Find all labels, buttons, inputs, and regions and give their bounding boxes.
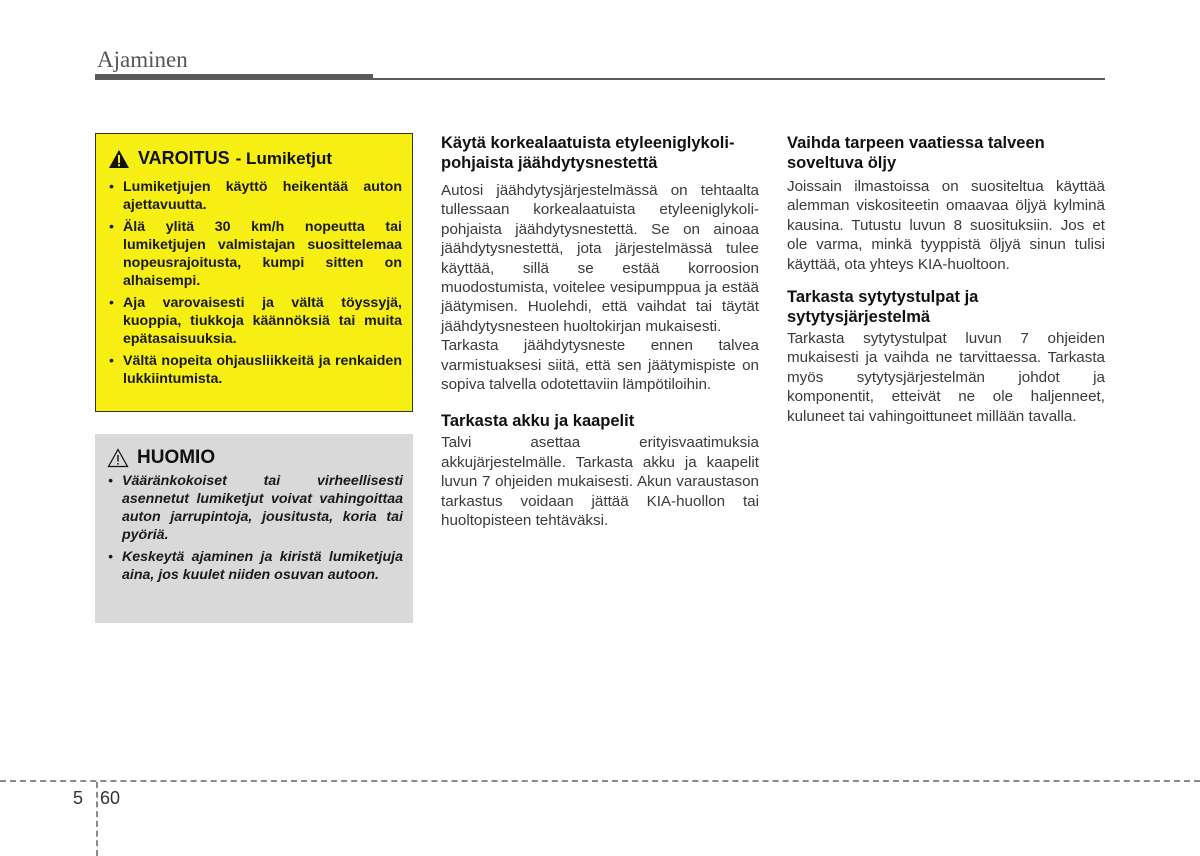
caution-item: • Vääränkokoiset tai virheellisesti asennetut lumiketjut voivat vahingoittaa auton jarrupintoja, jousitusta, koria tai pyöriä.: [108, 473, 403, 543]
battery-paragraph: Talvi asettaa erityisvaatimuksia akkujärjestelmälle. Tarkasta akku ja kaapelit luvun 7 ohjeiden mukaisesti. Akun varaustason tarkastus voidaan jättää KIA-huollon tai huoltopisteen tehtäväksi.: [441, 434, 759, 530]
oil-heading: Vaihda tarpeen vaatiessa talveen soveltuva öljy: [787, 134, 1045, 172]
header-rule-thick: [95, 74, 373, 80]
warning-subtitle: - Lumiketjut: [235, 148, 333, 168]
page-number: 60: [100, 788, 121, 808]
coolant-paragraph-2: Tarkasta jäähdytysneste ennen talvea varmistuaksesi siitä, että sen jäätymispiste on sopiva talvella odotettaviin lämpötiloihin.: [441, 337, 759, 394]
warning-header: [108, 148, 332, 169]
spark-paragraph: Tarkasta sytytystulpat luvun 7 ohjeiden mukaisesti ja vaihda ne tarvittaessa. Tarkasta myös sytytysjärjestelmän johdot ja komponentit, etteivät ne ole haljenneet, kuluneet tai vahingoittuneet millään tavalla.: [787, 330, 1105, 425]
section-title: Ajaminen: [97, 47, 188, 72]
caution-triangle-icon: [107, 448, 129, 468]
caution-list: [105, 472, 403, 588]
caution-header: [107, 447, 215, 469]
chapter-number: 5: [73, 788, 84, 808]
caution-item: • Keskeytä ajaminen ja kiristä lumiketjuja aina, jos kuulet niiden osuvan autoon.: [108, 549, 403, 583]
warning-item: • Vältä nopeita ohjausliikkeitä ja renkaiden lukkiintumista.: [109, 353, 402, 387]
warning-triangle-icon: [108, 149, 130, 169]
column-2: [441, 133, 759, 531]
battery-heading: Tarkasta akku ja kaapelit: [441, 412, 635, 431]
column-3: [787, 133, 1105, 426]
footer-divider: [0, 780, 1200, 782]
coolant-paragraph-1: Autosi jäähdytysjärjestelmässä on tehtaalta tullessaan korkealaatuista etyleeniglykoli-pohjaista jäähdytysnestettä. Se on ainoaa jäähdytysnestettä, jota järjestelmässä tulee käyttää, sillä se estää korroosion muodostumista, voitelee vesipumppua ja estää jäätymisen. Huolehdi, että vaihdat tai täytät jäähdytysnesteen huoltokirjan mukaisesti.: [441, 182, 759, 335]
caution-title: HUOMIO: [137, 447, 216, 468]
header-rule-thin: [373, 78, 1105, 80]
warning-item: • Lumiketjujen käyttö heikentää auton ajettavuutta.: [109, 179, 402, 213]
footer-vertical-divider: [96, 782, 98, 856]
oil-paragraph: Joissain ilmastoissa on suositeltua käyttää alemman viskositeetin omaavaa öljyä kylminä kausina. Tutustu luvun 8 suosituksiin. Jos et ole varma, minkä tyyppistä öljyä sinun tulisi käyttää, ota yhteys KIA-huoltoon.: [787, 178, 1105, 273]
warning-item: • Aja varovaisesti ja vältä töyssyjä, kuoppia, tiukkoja käännöksiä tai muita epätasaisuuksia.: [109, 295, 402, 347]
warning-title: VAROITUS: [138, 148, 230, 168]
warning-item: • Älä ylitä 30 km/h nopeutta tai lumiketjujen valmistajan suosittelemaa nopeusrajoitusta, kumpi sitten on alhaisempi.: [109, 219, 402, 289]
warning-list: [106, 178, 402, 392]
spark-heading: Tarkasta sytytystulpat ja sytytysjärjestelmä: [787, 288, 979, 327]
caution-box: [95, 434, 413, 623]
coolant-heading: Käytä korkealaatuista etyleeniglykoli-pohjaista jäähdytysnestettä: [441, 134, 735, 172]
warning-box: [95, 133, 413, 412]
